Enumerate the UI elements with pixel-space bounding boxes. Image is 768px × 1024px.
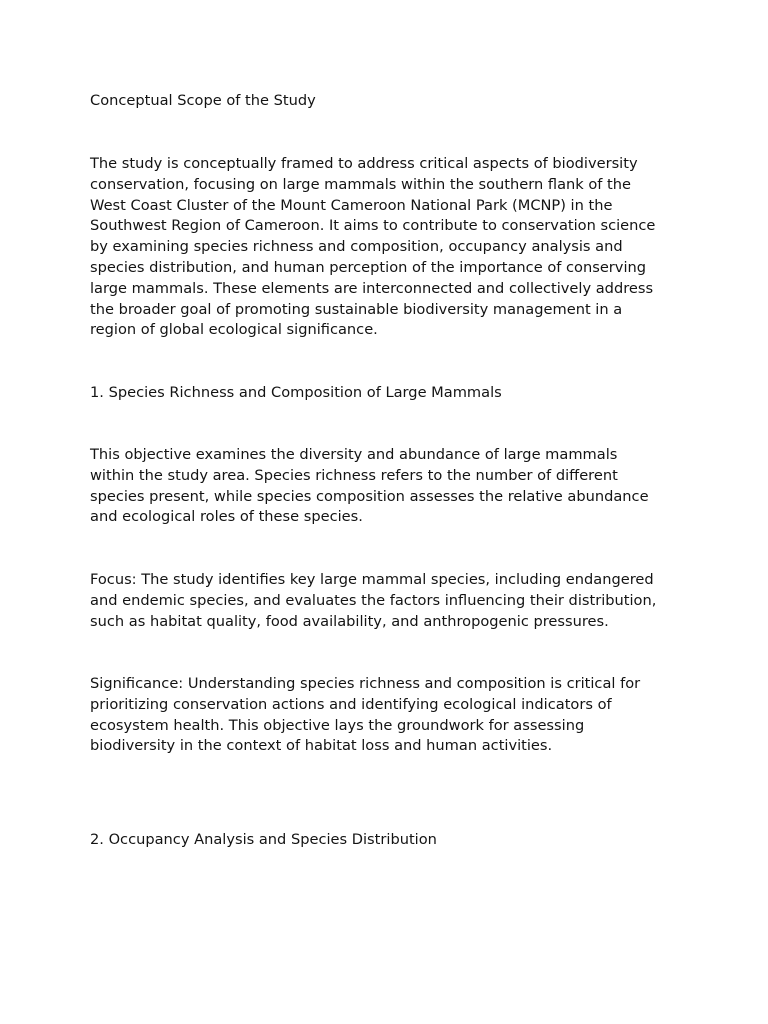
intro-line: species distribution, and human perception of the importance of conserving — [90, 258, 647, 276]
intro-line: Southwest Region of Cameroon. It aims to contribute to conservation science — [90, 217, 656, 235]
description-line: within the study area. Species richness refers to the number of different — [90, 466, 618, 484]
intro-line: West Coast Cluster of the Mount Cameroon National Park (MCNP) in the — [90, 196, 613, 214]
intro-line: large mammals. These elements are interconnected and collectively address — [90, 279, 654, 297]
intro-line: The study is conceptually framed to address critical aspects of biodiversity — [90, 155, 638, 172]
intro-line: by examining species richness and composition, occupancy analysis and — [90, 238, 623, 256]
significance-line: Significance: Understanding species richness and composition is critical for — [90, 675, 641, 692]
section1-description-paragraph — [90, 445, 690, 528]
focus-line: Focus: The study identifies key large mammal species, including endangered — [90, 571, 654, 588]
section1-heading — [90, 383, 690, 404]
significance-line: prioritizing conservation actions and identifying ecological indicators of — [90, 695, 612, 713]
section1-significance-paragraph — [90, 674, 690, 757]
focus-line: such as habitat quality, food availability, and anthropogenic pressures. — [90, 612, 609, 630]
section2-heading — [90, 830, 690, 851]
section-heading-text: 1. Species Richness and Composition of Large Mammals — [90, 384, 502, 401]
significance-line: ecosystem health. This objective lays the groundwork for assessing — [90, 716, 585, 734]
intro-line: region of global ecological significance. — [90, 321, 378, 339]
description-line: This objective examines the diversity and abundance of large mammals — [90, 446, 618, 463]
intro-line: conservation, focusing on large mammals within the southern flank of the — [90, 175, 632, 193]
description-line: species present, while species composition assesses the relative abundance — [90, 487, 649, 505]
significance-line: biodiversity in the context of habitat loss and human activities. — [90, 737, 553, 755]
intro-paragraph — [90, 154, 690, 341]
intro-line: the broader goal of promoting sustainable biodiversity management in a — [90, 300, 623, 318]
section1-focus-paragraph — [90, 570, 690, 632]
title-text: Conceptual Scope of the Study — [90, 92, 316, 109]
focus-line: and endemic species, and evaluates the factors influencing their distribution, — [90, 591, 657, 609]
section-heading-text: 2. Occupancy Analysis and Species Distribution — [90, 831, 437, 848]
description-line: and ecological roles of these species. — [90, 508, 363, 526]
document-title — [90, 91, 690, 112]
